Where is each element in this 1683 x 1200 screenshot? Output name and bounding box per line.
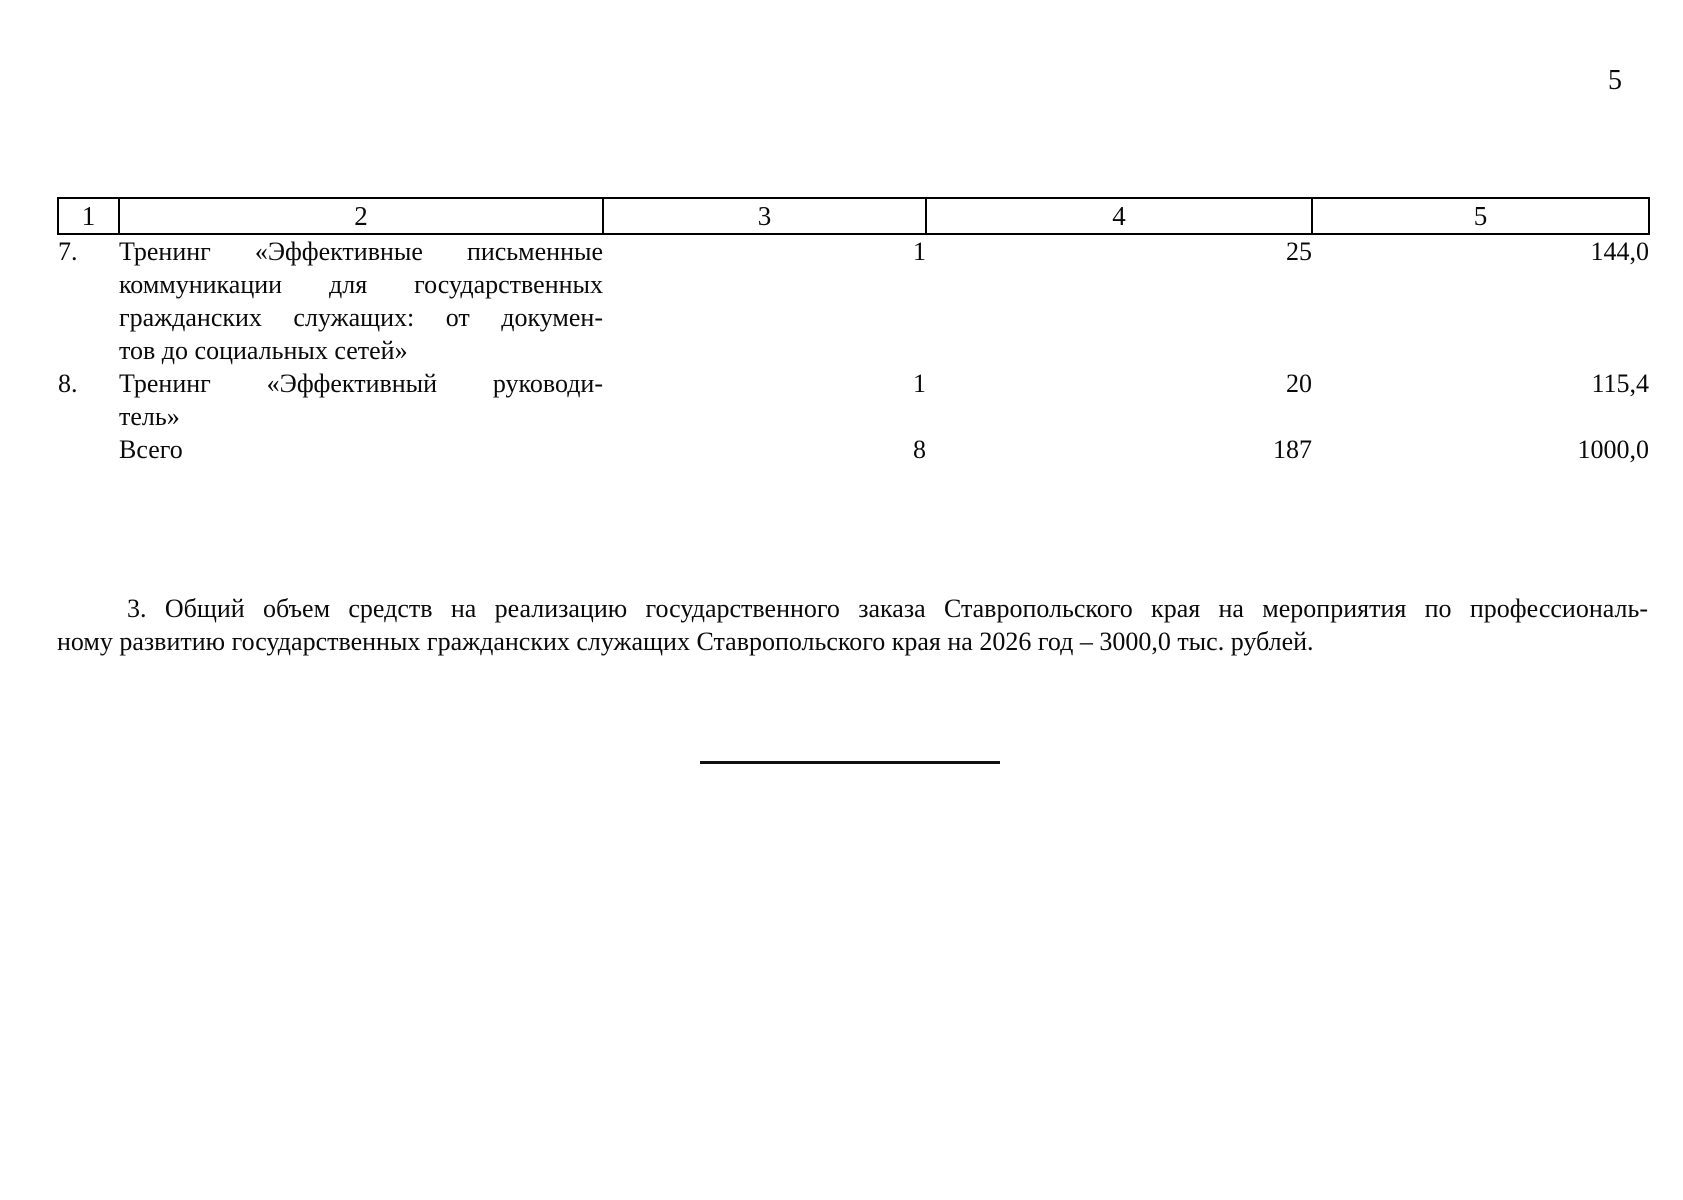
row-participants-count: 25	[1286, 237, 1312, 266]
total-amount: 1000,0	[1577, 435, 1649, 464]
table-row	[58, 367, 1649, 433]
header-col-3: 3	[603, 198, 926, 234]
description-line: коммуникации для государственных	[119, 270, 603, 299]
total-events-count: 8	[913, 435, 926, 464]
table-total-row	[58, 433, 1649, 466]
header-col-5: 5	[1312, 198, 1649, 234]
row-events-count: 1	[913, 369, 926, 398]
row-participants-count: 20	[1286, 369, 1312, 398]
paragraph-line: 3. Общий объем средств на реализацию государственного заказа Ставропольского края на мероприятия по профессиональ-	[127, 594, 1648, 623]
row-description	[119, 367, 603, 433]
body-paragraph	[57, 592, 1648, 658]
header-col-2: 2	[119, 198, 603, 234]
row-amount: 144,0	[1590, 237, 1649, 266]
description-line: Тренинг «Эффективный руководи-	[119, 369, 603, 398]
row-description	[119, 234, 603, 367]
table-header-row	[58, 198, 1649, 234]
description-line: Тренинг «Эффективные письменные	[119, 237, 603, 266]
description-line: тов до социальных сетей»	[119, 336, 408, 365]
header-col-4: 4	[926, 198, 1312, 234]
header-col-1: 1	[58, 198, 119, 234]
description-line: тель»	[119, 402, 180, 431]
page-number: 5	[1608, 65, 1622, 96]
end-separator-line	[700, 761, 1000, 764]
description-line: гражданских служащих: от докумен-	[119, 303, 603, 332]
row-number: 8.	[58, 369, 78, 398]
row-amount: 115,4	[1591, 369, 1649, 398]
training-plan-table	[57, 197, 1650, 466]
total-participants-count: 187	[1273, 435, 1312, 464]
paragraph-line: ному развитию государственных гражданских служащих Ставропольского края на 2026 год – 3000,0 тыс. рублей.	[57, 627, 1314, 656]
total-row-number-cell	[58, 433, 119, 466]
total-label: Всего	[119, 435, 183, 464]
row-events-count: 1	[913, 237, 926, 266]
row-number: 7.	[58, 237, 78, 266]
table-row	[58, 234, 1649, 367]
